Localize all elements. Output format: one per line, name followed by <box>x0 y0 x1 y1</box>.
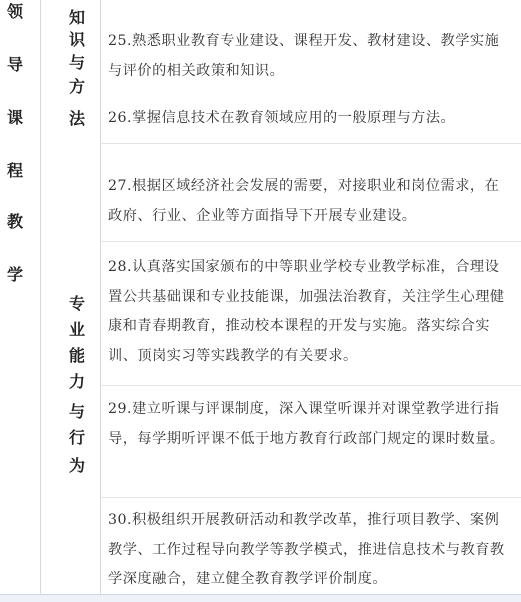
category-char: 领 <box>7 2 24 21</box>
list-item: 30.积极组织开展教研活动和教学改革，推行项目教学、案例教学、工作过程导向教学等教学模式，推进信息技术与教育教学深度融合，建立健全教育教学评价制度。 <box>108 512 505 587</box>
section-heading-char: 知 <box>69 8 86 27</box>
category-char: 教 <box>7 212 24 231</box>
section-heading-char: 为 <box>69 456 86 475</box>
section-heading-char: 与 <box>69 402 86 421</box>
section-heading-char: 能 <box>69 346 86 365</box>
list-item: 26.掌握信息技术在教育领域应用的一般原理与方法。 <box>108 110 456 126</box>
category-char: 学 <box>7 265 24 284</box>
section-heading-char: 业 <box>69 320 86 339</box>
divider <box>100 241 521 242</box>
list-item: 28.认真落实国家颁布的中等职业学校专业教学标准，合理设置公共基础课和专业技能课，加强法治教育，关注学生心理健康和青春期教育，推动校本课程的开发与实施。落实综合实训、顶岗实习等实践教学的有关要求。 <box>108 259 505 364</box>
section-heading-char: 力 <box>69 372 86 391</box>
section-heading-char: 法 <box>69 109 86 128</box>
section-heading-char: 专 <box>69 294 86 313</box>
section-heading-char: 行 <box>69 428 86 447</box>
divider <box>100 143 521 144</box>
category-char: 课 <box>7 108 24 127</box>
bottom-scrollbar[interactable] <box>0 594 521 602</box>
category-char: 程 <box>7 161 24 180</box>
section-heading-char: 方 <box>69 77 86 96</box>
section-heading-char: 与 <box>69 53 86 72</box>
section-heading-char: 识 <box>69 30 86 49</box>
category-column <box>0 0 41 595</box>
category-char: 导 <box>7 55 24 74</box>
divider <box>100 385 521 386</box>
section-heading-column <box>40 0 101 595</box>
list-item: 29.建立听课与评课制度，深入课堂听课并对课堂教学进行指导，每学期听评课不低于地方教育行政部门规定的课时数量。 <box>108 401 505 447</box>
list-item: 27.根据区域经济社会发展的需要，对接职业和岗位需求，在政府、行业、企业等方面指导下开展专业建设。 <box>108 178 500 224</box>
divider <box>100 497 521 498</box>
list-item: 25.熟悉职业教育专业建设、课程开发、教材建设、教学实施与评价的相关政策和知识。 <box>108 33 500 79</box>
